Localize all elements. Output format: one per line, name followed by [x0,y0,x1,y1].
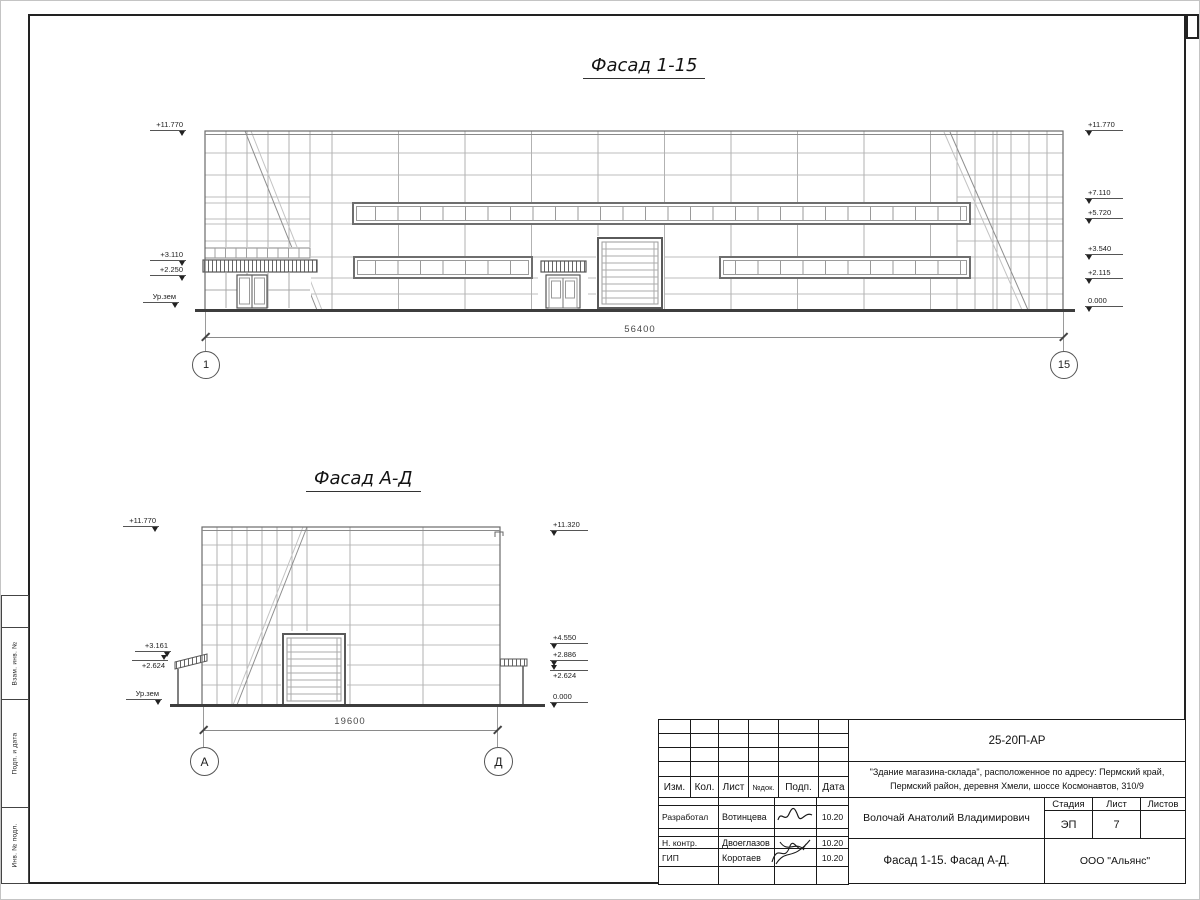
tb-empty-cell [819,748,849,762]
tb-listov-label: Листов [1140,797,1186,811]
tb-role: Н. контр. [659,837,719,849]
tb-empty-cell [749,720,779,734]
tb-empty-cell [691,748,719,762]
extension-line [1063,312,1064,351]
tb-empty-cell [775,867,817,885]
axis-bubble-d: Д [484,747,513,776]
elevation-mark: +11.770 [123,517,159,527]
margin-cell-vzam: Взам. инв. № [1,627,29,700]
tb-name: Двоеглазов [719,837,775,849]
facade-a-d-drawing [155,515,555,745]
extension-line [205,312,206,351]
dimension-value: 19600 [334,716,366,727]
elevation-mark: 0.000 [550,693,588,703]
tb-empty-cell [659,798,719,806]
tb-role: ГИП [659,849,719,867]
tb-empty-cell [719,867,775,885]
tb-empty-cell [719,734,749,748]
tb-empty-cell [719,720,749,734]
elevation-mark: Ур.зем [126,690,162,700]
signature [775,806,815,826]
tb-empty-cell [819,720,849,734]
tb-empty-cell [691,734,719,748]
tb-empty-cell [719,748,749,762]
tb-empty-cell [719,762,749,777]
margin-cell-inv: Инв. № подл. [1,807,29,884]
tb-col-izm: Изм. [659,777,691,798]
level-triangle-icon [551,644,557,649]
tb-empty-cell [749,762,779,777]
tb-empty-cell [659,829,719,837]
elevation-mark: +7.110 [1085,189,1123,199]
elevation-mark: +2.115 [1085,269,1123,279]
tb-stage-label: Стадия [1044,797,1093,811]
tb-empty-cell [659,748,691,762]
tb-name: Коротаев [719,849,775,867]
tb-empty-cell [817,798,849,806]
tb-col-ndok: №док. [749,777,779,798]
level-triangle-icon [1086,279,1092,284]
tb-sheet-number: 7 [1092,810,1141,839]
tb-empty-cell [775,798,817,806]
level-triangle-icon [152,527,158,532]
elevation-mark: +5.720 [1085,209,1123,219]
tb-sheets-total [1140,810,1186,839]
level-triangle-icon [1086,219,1092,224]
elevation-mark: +11.320 [550,521,588,531]
tb-col-list: Лист [719,777,749,798]
tb-empty-cell [779,762,819,777]
axis-bubble-a: А [190,747,219,776]
signature [766,834,816,868]
facade-1-15-drawing [195,118,1075,318]
tb-empty-cell [691,762,719,777]
axis-bubble-1: 1 [192,351,220,379]
dimension-line [205,337,1063,338]
elevation-mark: +2.624 [132,660,168,670]
dimension-line [203,730,497,731]
tb-date: 10.20 [817,806,849,829]
tb-project-name [848,761,1186,798]
level-triangle-icon [1086,199,1092,204]
tb-empty-cell [691,720,719,734]
tb-empty-cell [749,748,779,762]
level-triangle-icon [1086,131,1092,136]
titleblock-signature-table [658,797,849,885]
facade1-title: Фасад 1-15 [583,55,705,79]
elevation-mark: +4.550 [550,634,588,644]
tb-doc-code: 25-20П-АР [848,719,1186,762]
tb-col-kol: Кол. [691,777,719,798]
dimension-value: 56400 [624,324,656,335]
tb-list-label: Лист [1092,797,1141,811]
tb-role: Разработал [659,806,719,829]
level-triangle-icon [551,531,557,536]
tb-empty-cell [659,762,691,777]
tb-empty-cell [779,734,819,748]
elevation-mark: +3.161 [135,642,171,652]
margin-cell-empty [1,595,29,628]
tb-col-podp: Подп. [779,777,819,798]
tb-empty-cell [819,762,849,777]
tb-empty-cell [749,734,779,748]
tb-project-line2: Пермский район, деревня Хмели, шоссе Космонавтов, 310/9 [890,780,1144,791]
tb-stage-value: ЭП [1044,810,1093,839]
tb-empty-cell [817,867,849,885]
level-triangle-icon [179,131,185,136]
elevation-mark: +11.770 [1085,121,1123,131]
level-triangle-icon [179,276,185,281]
facade2-title: Фасад А-Д [306,468,421,492]
tb-date: 10.20 [817,837,849,849]
tb-empty-cell [779,748,819,762]
tb-empty-cell [819,734,849,748]
elevation-mark: +2.624 [550,670,588,680]
tb-empty-cell [719,798,775,806]
tb-sheet-title: Фасад 1-15. Фасад А-Д. [848,838,1045,884]
elevation-mark: +11.770 [150,121,186,131]
tb-customer: Волочай Анатолий Владимирович [848,797,1045,839]
level-triangle-icon [155,700,161,705]
elevation-mark: +3.110 [150,251,186,261]
tb-organization: ООО "Альянс" [1044,838,1186,884]
level-triangle-icon [172,303,178,308]
level-triangle-icon [551,703,557,708]
tb-project-line1: "Здание магазина-склада", расположенное по адресу: Пермский край, [869,767,1165,777]
level-triangle-icon [551,665,557,670]
tb-empty-cell [659,867,719,885]
axis-bubble-15: 15 [1050,351,1078,379]
titleblock-revision-table [658,719,849,798]
elevation-mark: Ур.зем [143,293,179,303]
tb-empty-cell [659,734,691,748]
tb-col-data: Дата [819,777,849,798]
margin-cell-podp: Подп. и дата [1,699,29,808]
tb-name: Вотинцева [719,806,775,829]
level-triangle-icon [161,655,167,660]
tb-empty-cell [779,720,819,734]
tb-date: 10.20 [817,849,849,867]
elevation-mark: +2.250 [150,266,186,276]
tb-empty-cell [817,829,849,837]
elevation-mark: +3.540 [1085,245,1123,255]
tb-empty-cell [659,720,691,734]
frame-corner-box [1186,14,1199,39]
elevation-mark: +2.886 [550,651,588,661]
level-triangle-icon [1086,255,1092,260]
elevation-mark: 0.000 [1085,297,1123,307]
level-triangle-icon [1086,307,1092,312]
